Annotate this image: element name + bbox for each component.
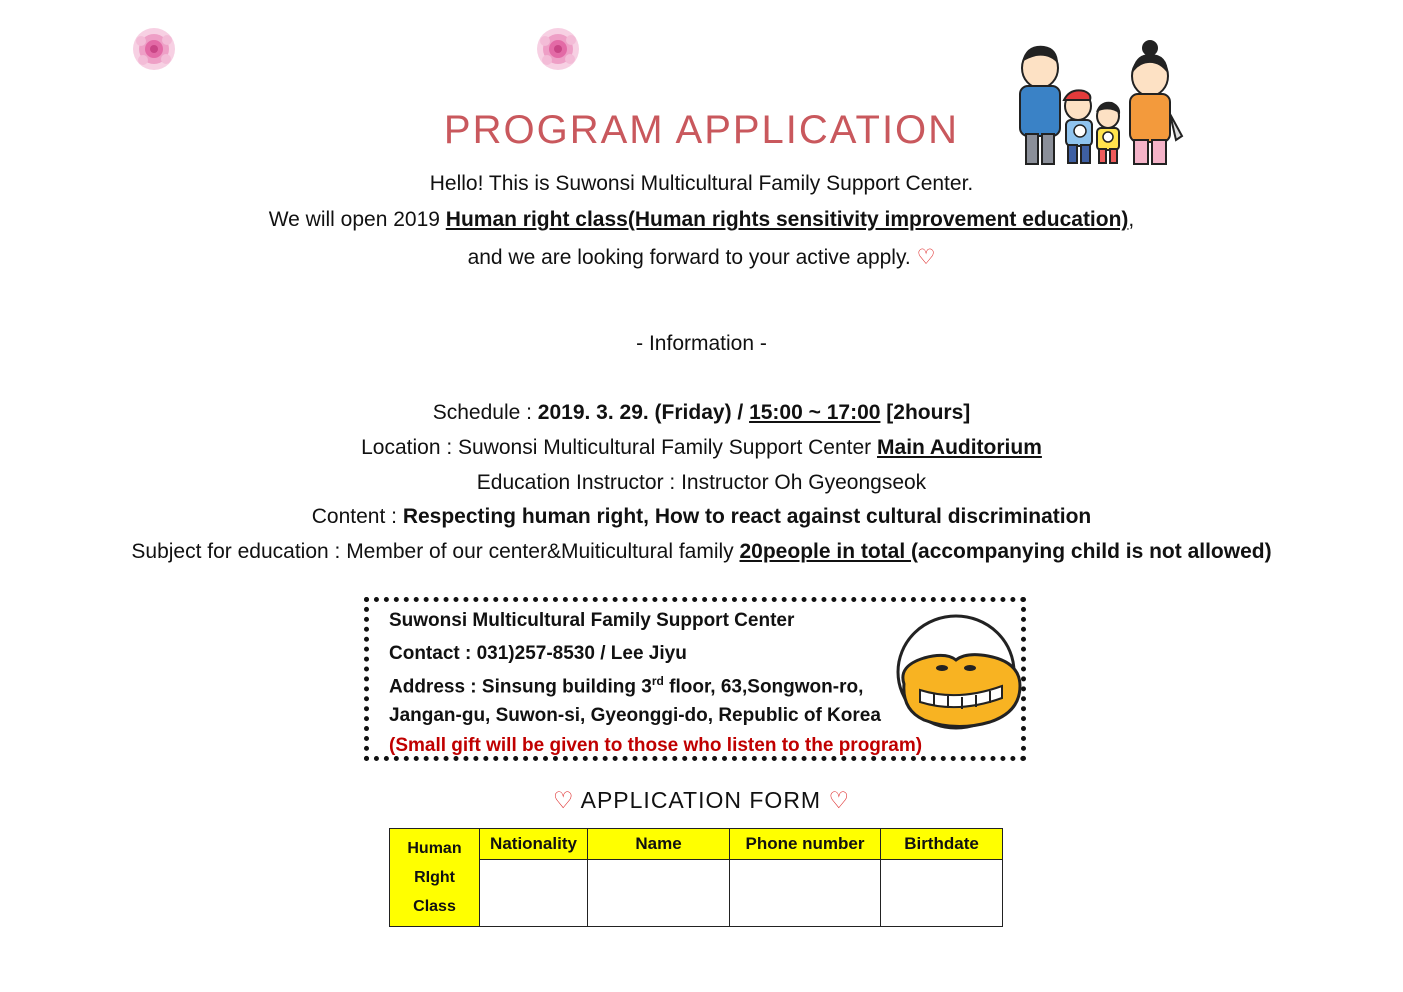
class-label-line-1: Human	[407, 840, 462, 857]
location-line	[0, 436, 1403, 460]
content-value: Respecting human right, How to react against cultural discrimination	[402, 505, 1092, 528]
flower-icon	[535, 26, 581, 72]
flower-icon	[131, 26, 177, 72]
contact-address-line-2: Jangan-gu, Suwon-si, Gyeonggi-do, Republic of Korea	[389, 705, 881, 726]
page-title: PROGRAM APPLICATION	[443, 108, 960, 152]
schedule-date: 2019. 3. 29. (Friday) /	[537, 401, 750, 424]
gift-note: (Small gift will be given to those who listen to the program)	[389, 735, 923, 756]
content-label: Content :	[311, 505, 403, 528]
subject-count: 20people in total	[739, 540, 912, 563]
contact-box	[364, 597, 1026, 761]
location-room: Main Auditorium	[877, 436, 1042, 459]
column-header-nationality: Nationality	[480, 829, 588, 860]
phone-input-cell[interactable]	[730, 860, 881, 927]
subject-line	[0, 540, 1403, 564]
information-heading: - Information -	[636, 332, 767, 355]
location-label: Location : Suwonsi Multicultural Family Support Center	[361, 436, 878, 459]
subject-note: (accompanying child is not allowed)	[911, 540, 1272, 563]
address-sup: rd	[651, 674, 664, 688]
subject-label: Subject for education : Member of our center&Muiticultural family	[131, 540, 740, 563]
schedule-duration: [2hours]	[880, 401, 971, 424]
contact-phone: Contact : 031)257-8530 / Lee Jiyu	[389, 643, 687, 664]
class-name-highlight: Human right class(Human rights sensitivity improvement education)	[445, 208, 1129, 231]
class-label-line-3: Class	[413, 898, 456, 915]
application-table	[389, 828, 1003, 927]
contact-address-line-1	[389, 674, 863, 698]
address-prefix: Address : Sinsung building 3	[389, 676, 652, 698]
class-label-line-2: RIght	[414, 869, 455, 886]
name-input-cell[interactable]	[588, 860, 730, 927]
class-label-cell	[390, 829, 480, 927]
duck-character	[894, 612, 1026, 730]
contact-org: Suwonsi Multicultural Family Support Center	[389, 610, 795, 631]
column-header-phone: Phone number	[730, 829, 881, 860]
intro-line-3-text: and we are looking forward to your active apply.	[467, 246, 917, 269]
heart-icon: ♡	[828, 787, 851, 813]
intro-line-2-prefix: We will open 2019	[268, 208, 446, 231]
intro-line-3	[0, 245, 1403, 270]
birthdate-input-cell[interactable]	[881, 860, 1003, 927]
address-suffix: floor, 63,Songwon-ro,	[663, 676, 864, 698]
schedule-time: 15:00 ~ 17:00	[749, 401, 881, 424]
column-header-birthdate: Birthdate	[881, 829, 1003, 860]
column-header-name: Name	[588, 829, 730, 860]
schedule-label: Schedule :	[432, 401, 538, 424]
form-title-text: APPLICATION FORM	[580, 787, 822, 813]
heart-icon: ♡	[552, 787, 575, 813]
instructor-line: Education Instructor : Instructor Oh Gyeongseok	[476, 471, 927, 494]
content-line	[0, 505, 1403, 529]
heart-icon: ♡	[916, 246, 936, 269]
application-form-title	[0, 787, 1403, 814]
intro-line-2-suffix: ,	[1128, 208, 1135, 231]
intro-line-2	[0, 208, 1403, 232]
intro-line-1: Hello! This is Suwonsi Multicultural Family Support Center.	[429, 172, 974, 195]
nationality-input-cell[interactable]	[480, 860, 588, 927]
schedule-line	[0, 401, 1403, 425]
